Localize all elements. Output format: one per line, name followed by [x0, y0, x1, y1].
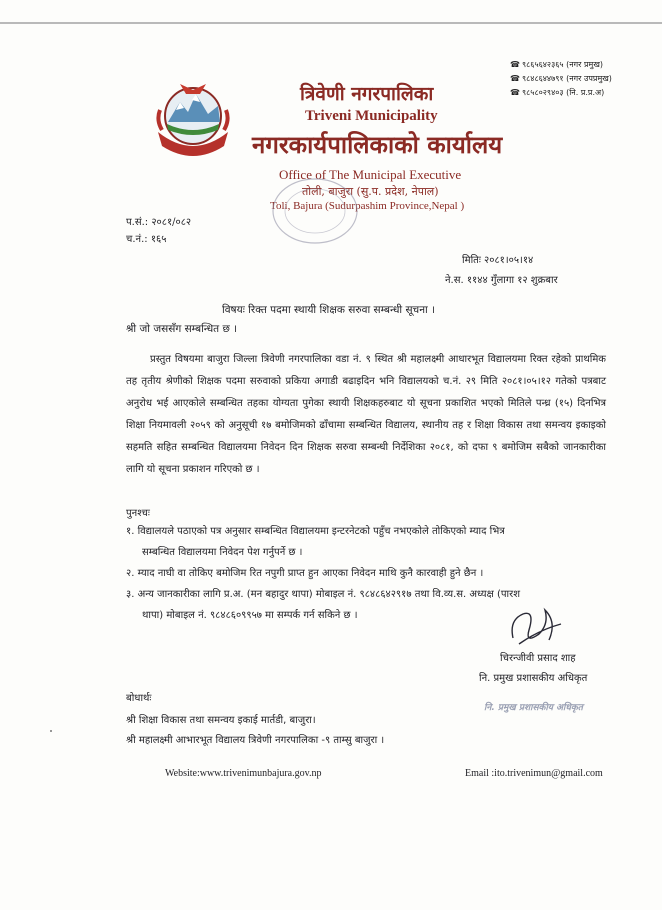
phone-list — [510, 58, 612, 100]
cn-row: च.नं.: १६५ — [126, 234, 167, 245]
address-en: Toli, Bajura (Sudurpashim Province,Nepal ) — [270, 200, 465, 212]
cc-item: श्री महालक्ष्मी आभारभूत विद्यालय त्रिवेणी नगरपालिका -९ ताम्सु बाजुरा । — [126, 735, 385, 746]
footer-website: Website:www.trivenimunbajura.gov.np — [165, 768, 322, 779]
signer-name: चिरन्जीवी प्रसाद शाह — [500, 653, 576, 664]
phone-icon: ☎ — [510, 88, 520, 97]
top-border-line — [0, 22, 662, 24]
scan-speck — [50, 730, 52, 732]
handwritten-signature — [505, 600, 565, 650]
phone-line: ☎ ९८५८०२९४०३ (नि. प्र.प्र.अ) — [510, 86, 612, 100]
footnote-heading: पुनश्चः — [126, 508, 150, 519]
nepal-emblem-logo — [150, 80, 236, 160]
municipality-name-en: Triveni Municipality — [305, 108, 438, 124]
date-nepal-sambat: ने.स. ११४४ गुँलागा १२ शुक्रबार — [445, 275, 558, 286]
office-name-en: Office of The Municipal Executive — [279, 167, 462, 182]
cc-item: श्री शिक्षा विकास तथा समन्वय इकाई मार्तडी, बाजुरा। — [126, 715, 316, 726]
ps-row: प.सं.: २०८१/०८२ — [126, 217, 192, 228]
designation-stamp: नि. प्रमुख प्रशासकीय अधिकृत — [484, 703, 583, 713]
office-stamp — [270, 176, 360, 246]
municipality-name-np: त्रिवेणी नगरपालिका — [300, 83, 434, 105]
cn-value: १६५ — [150, 234, 167, 245]
footnote-item: २. म्याद नाघी वा तोकिए बमोजिम रित नपुगी प्राप्त हुन आएका निवेदन माथि कुनै कारवाही हुने छैन । — [126, 568, 484, 579]
footnote-item: १. विद्यालयले पठाएको पत्र अनुसार सम्बन्धित विद्यालयमा इन्टरनेटको पहुँच नभएकोले तोकिएको म्याद भित्र सम्बन्धित विद्यालयमा निवेदन पेश गर्नुपर्ने छ । — [126, 526, 505, 558]
signer-title: नि. प्रमुख प्रशासकीय अधिकृत — [479, 673, 588, 684]
body-paragraph: प्रस्तुत विषयमा बाजुरा जिल्ला त्रिवेणी नगरपालिका वडा नं. ९ स्थित श्री महालक्ष्मी आधारभूत विद्यालयमा रिक्त रहेको प्राथमिक तह तृतीय श्रेणीको शिक्षक पदमा सरुवाको प्रकिया अगाडी बढाइदिन भनि विद्यालयको च.नं. २९ मिति २०८१।०५।१२ गतेको पत्रबाट अनुरोध भई आएकोले सम्बन्धित तहका योग्यता पुगेका स्थायी शिक्षकहरुबाट यो सूचना प्रकाशित भएको मितिले पन्ध्र (१५) दिनभित्र शिक्षा नियमावली २०५९ को अनुसूची १७ बमोजिमको ढाँचामा सम्बन्धित विद्यालय, स्थानीय तह र शिक्षा विकास तथा समन्वय इकाइको सहमति सहित सम्बन्धित विद्यालयमा निवेदन दिन शिक्षक सरुवा सम्बन्धी निर्देशिका २०८१, को दफा ९ बमोजिम सबैको जानकारीका लागि यो सूचना प्रकाशन गरिएको छ । — [126, 354, 606, 475]
footer-email: Email :ito.trivenimun@gmail.com — [465, 768, 603, 779]
phone-line: ☎ ९८४८६४४७९१ (नगर उपप्रमुख) — [510, 72, 612, 86]
office-name-np: नगरकार्यपालिकाको कार्यालय — [252, 130, 503, 159]
reference-block — [126, 214, 191, 248]
phone-icon: ☎ — [510, 74, 520, 83]
cc-heading: बोधार्थः — [126, 693, 152, 704]
greeting-line: श्री जो जससँग सम्बन्धित छ । — [126, 323, 238, 335]
date-miti: मितिः २०८१।०५।१४ — [462, 255, 534, 266]
phone-line: ☎ ९८६५६४२३६५ (नगर प्रमुख) — [510, 58, 612, 72]
footnote-item: ३. अन्य जानकारीका लागि प्र.अ. (मन बहादुर थापा) मोबाइल नं. ९८४८६४२९१७ तथा वि.व्य.स. अध्यक्ष (पारश थापा) मोबाइल नं. ९८४८६०९९५७ मा सम्पर्क गर्न सकिने छ । — [126, 589, 521, 621]
address-np: तोली, बाजुरा (सु.प. प्रदेश, नेपाल) — [302, 185, 439, 198]
phone-icon: ☎ — [510, 60, 520, 69]
subject-line: विषयः रिक्त पदमा स्थायी शिक्षक सरुवा सम्बन्धी सूचना । — [222, 304, 436, 316]
ps-value: २०८१/०८२ — [151, 217, 192, 228]
